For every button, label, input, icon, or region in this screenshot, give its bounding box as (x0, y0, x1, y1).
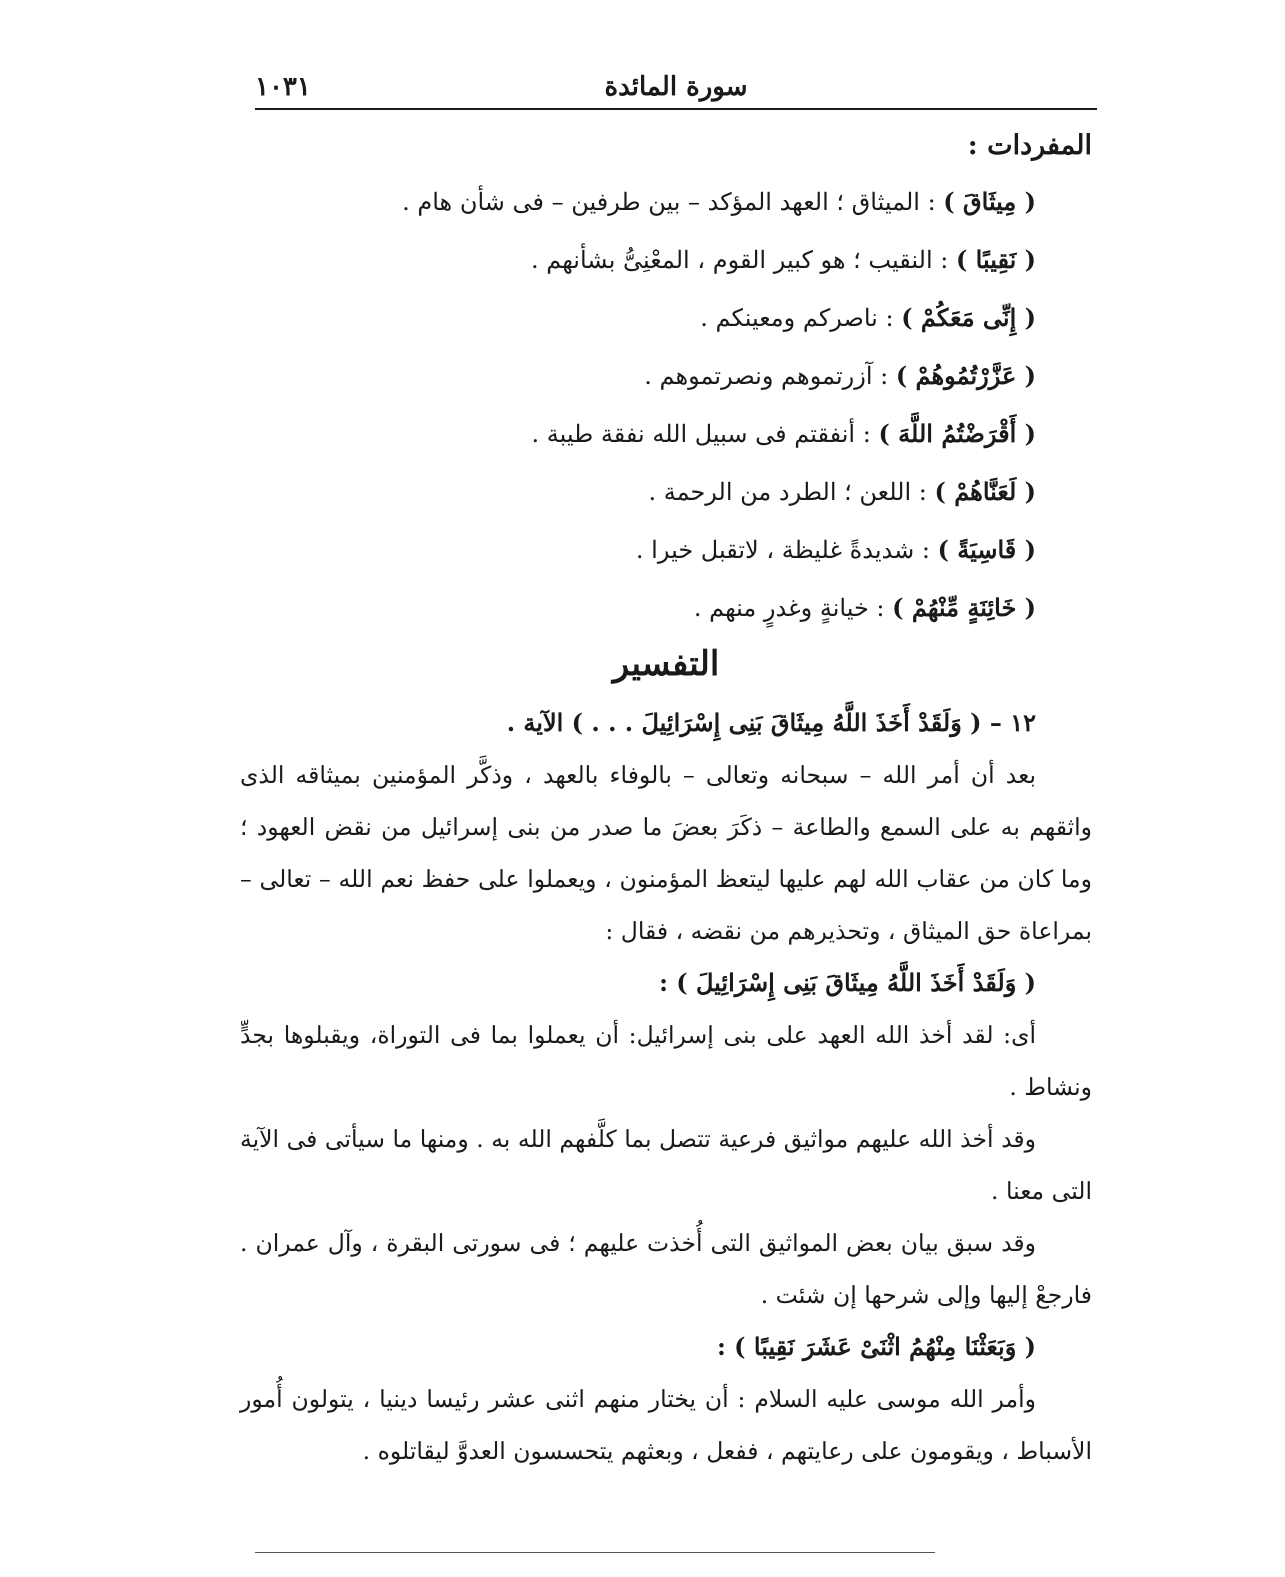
vocab-item (240, 405, 1092, 463)
vocab-item (240, 289, 1092, 347)
vocab-term: ( قَاسِيَةً ) (937, 535, 1036, 564)
vocab-item (240, 173, 1092, 231)
page-content (240, 130, 1092, 1477)
vocab-definition: : أنفقتم فى سبيل الله نفقة طيبة . (531, 420, 879, 448)
vocab-item (240, 579, 1092, 637)
verse-heading: ١٢ – ( وَلَقَدْ أَخَذَ اللَّهُ مِيثَاقَ بَنِى إِسْرَائِيلَ . . . ) الآية . (506, 708, 1036, 737)
vocab-item (240, 521, 1092, 579)
paragraph: وأمر الله موسى عليه السلام : أن يختار منهم اثنى عشر رئيسا دينيا ، يتولون أُمور الأسباط ، ويقومون على رعايتهم ، ففعل ، وبعثهم يتحسسون العدوَّ ليقاتلوه . (240, 1385, 1092, 1465)
vocab-definition: : آزرتموهم ونصرتموهم . (644, 362, 896, 390)
footer-rule (255, 1552, 935, 1553)
vocab-item (240, 347, 1092, 405)
vocab-term: ( إِنِّى مَعَكُمْ ) (901, 303, 1036, 332)
surah-title: سورة المائدة (604, 72, 748, 102)
tafsir-heading: التفسير (612, 644, 720, 684)
vocab-list (240, 173, 1092, 637)
vocab-term: ( مِيثَاقَ ) (943, 187, 1036, 216)
vocab-term: ( نَقِيبًا ) (955, 245, 1036, 274)
verse-quote: ( وَبَعَثْنَا مِنْهُمُ اثْنَىْ عَشَرَ نَقِيبًا ) : (716, 1332, 1036, 1361)
page-header (255, 64, 1097, 110)
vocab-term: ( أَقْرَضْتُمُ اللَّهَ ) (878, 419, 1036, 448)
paragraph: أى: لقد أخذ الله العهد على بنى إسرائيل: أن يعملوا بما فى التوراة، ويقبلوها بجدٍّ ونشاط . (240, 1021, 1092, 1101)
paragraph: وقد أخذ الله عليهم مواثيق فرعية تتصل بما كلَّفهم الله به . ومنها ما سيأتى فى الآية التى معنا . (240, 1125, 1092, 1205)
vocab-term: ( عَزَّرْتُمُوهُمْ ) (895, 361, 1036, 390)
vocab-term: ( خَائِنَةٍ مِّنْهُمْ ) (892, 593, 1036, 622)
vocab-definition: : اللعن ؛ الطرد من الرحمة . (648, 478, 935, 506)
vocab-heading: المفردات : (967, 130, 1092, 161)
page-number: ١٠٣١ (255, 72, 311, 102)
vocab-definition: : النقيب ؛ هو كبير القوم ، المعْنِىُّ بشأنهم . (531, 246, 956, 274)
paragraph: بعد أن أمر الله – سبحانه وتعالى – بالوفاء بالعهد ، وذكَّر المؤمنين بميثاقه الذى واثقهم به على السمع والطاعة – ذكَرَ بعضَ ما صدر من بنى إسرائيل من نقض العهود ؛ وما كان من عقاب الله لهم عليها ليتعظ المؤمنون ، ويعملوا على حفظ نعم الله – تعالى – بمراعاة حق الميثاق ، وتحذيرهم من نقضه ، فقال : (240, 761, 1092, 945)
vocab-term: ( لَعَنَّاهُمْ ) (934, 477, 1036, 506)
vocab-item (240, 463, 1092, 521)
paragraph: وقد سبق بيان بعض المواثيق التى أُخذت عليهم ؛ فى سورتى البقرة ، وآل عمران . فارجعْ إليها وإلى شرحها إن شئت . (240, 1229, 1092, 1309)
verse-quote: ( وَلَقَدْ أَخَذَ اللَّهُ مِيثَاقَ بَنِى إِسْرَائِيلَ ) : (659, 968, 1036, 997)
vocab-definition: : خيانةٍ وغدرٍ منهم . (693, 594, 893, 622)
vocab-definition: : ناصركم ومعينكم . (700, 304, 902, 332)
vocab-definition: : الميثاق ؛ العهد المؤكد – بين طرفين – فى شأن هام . (402, 188, 944, 216)
vocab-definition: : شديدةً غليظة ، لاتقبل خيرا . (635, 536, 938, 564)
vocab-item (240, 231, 1092, 289)
